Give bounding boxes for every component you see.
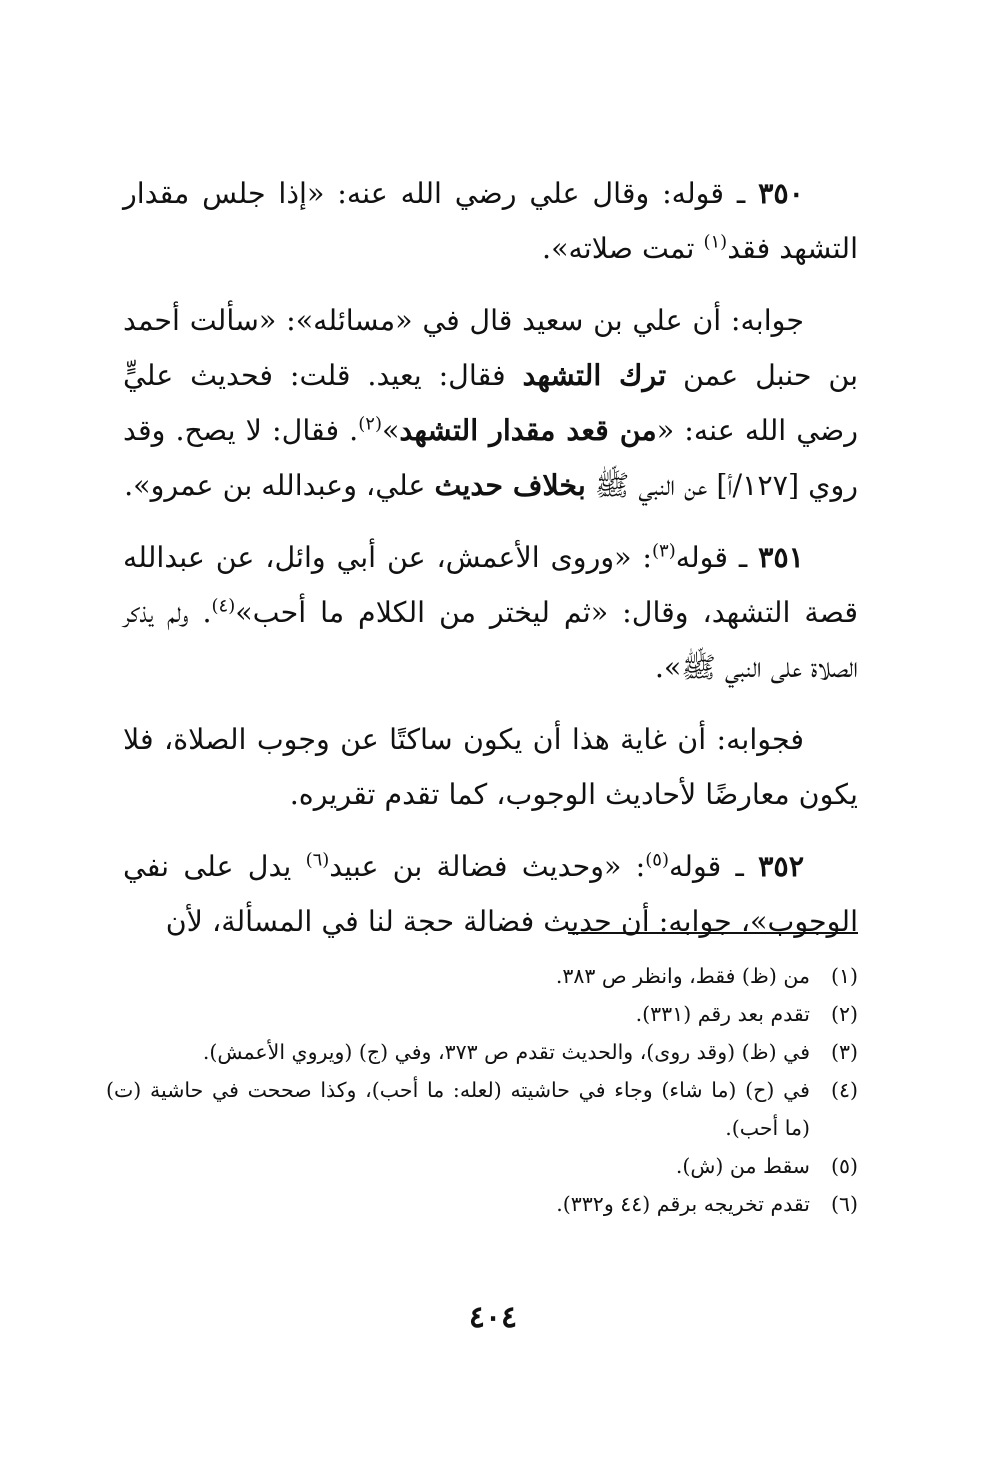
footnote [106, 1147, 858, 1185]
footnote-separator [568, 932, 858, 934]
text-run: : «وحديث فضالة بن عبيد [329, 850, 646, 883]
text-run: فقال: يعيد. قلت: فحديث عليٍّ رضي الله عنه: « [123, 359, 858, 447]
page-number: ٤٠٤ [468, 1300, 518, 1335]
footnote-number: (٣) [830, 1040, 858, 1064]
paragraph-351 [123, 530, 858, 695]
footnote-ref: (٢) [358, 413, 382, 435]
footnote-ref: (٤) [211, 595, 236, 617]
paragraph-answer-350 [123, 293, 858, 513]
text-run: يدل على نفي الوجوب»، جوابه: أن حديث فضالة حجة لنا في المسألة، لأن [123, 850, 858, 938]
entry-number: ٣٥٠ [758, 176, 804, 210]
footnote-ref: (٦) [305, 849, 330, 871]
footnote-text: تقدم تخريجه برقم (٤٤ و٣٣٢). [556, 1192, 810, 1216]
footnote-text: من (ظ) فقط، وانظر ص ٣٨٣. [555, 964, 810, 988]
footnote [106, 1033, 858, 1071]
footnote [106, 995, 858, 1033]
paragraph-answer-351 [123, 712, 858, 822]
footnote-number: (١) [830, 964, 858, 988]
footnote [106, 1071, 858, 1147]
footnote-number: (٤) [830, 1078, 858, 1102]
footnote-ref: (٣) [651, 540, 676, 562]
footnote-text: سقط من (ش). [675, 1154, 810, 1178]
footnote-number: (٥) [830, 1154, 858, 1178]
text-run: فجوابه: أن غاية هذا أن يكون ساكتًا عن وجوب الصلاة، فلا يكون معارضًا لأحاديث الوجوب، كما تقدم تقريره. [123, 723, 858, 811]
text-run: جوابه: أن علي بن سعيد قال في «مسائله»: «سألت أحمد بن حنبل عمن [123, 304, 859, 392]
text-run: ـ قوله: وقال علي رضي الله عنه: «إذا جلس مقدار التشهد فقد [123, 177, 858, 265]
text-run: علي، وعبدالله بن عمرو». [124, 469, 435, 502]
text-run: . ولم يذكر الصلاة على النبي ﷺ». [123, 596, 858, 684]
footnote-text: في (ظ) (وقد روى)، والحديث تقدم ص ٣٧٣، وفي (ج) (ويروي الأعمش). [202, 1040, 810, 1064]
footnotes [106, 957, 858, 1223]
footnote-number: (٦) [830, 1192, 858, 1216]
footnote [106, 957, 858, 995]
text-run: ـ قوله [668, 850, 759, 883]
bold-run: بخلاف حديث [434, 468, 586, 502]
text-run: ـ قوله [675, 541, 759, 574]
footnote [106, 1185, 858, 1223]
footnote-number: (٢) [830, 1002, 858, 1026]
main-text [123, 166, 858, 966]
text-run: . فقال: لا يصح. وقد روي [١٢٧/أ] عن النبي ﷺ [123, 414, 858, 502]
footnote-text: في (ح) (ما شاء) وجاء في حاشيته (لعله: ما أحب)، وكذا صححت في حاشية (ت) (ما أحب). [106, 1078, 810, 1140]
text-run: » [381, 414, 400, 447]
paragraph-350 [123, 166, 858, 276]
footnote-ref: (٥) [645, 849, 669, 871]
entry-number: ٣٥١ [758, 540, 804, 574]
text-run: تمت صلاته». [542, 232, 704, 265]
text-run: : «وروى الأعمش، عن أبي وائل، عن عبدالله قصة التشهد، وقال: «ثم ليختر من الكلام ما أحب» [123, 541, 858, 629]
bold-run: من قعد مقدار التشهد [399, 413, 657, 447]
footnote-ref: (١) [703, 231, 728, 253]
footnote-text: تقدم بعد رقم (٣٣١). [635, 1002, 810, 1026]
entry-number: ٣٥٢ [758, 849, 805, 883]
bold-run: ترك التشهد [522, 358, 667, 392]
